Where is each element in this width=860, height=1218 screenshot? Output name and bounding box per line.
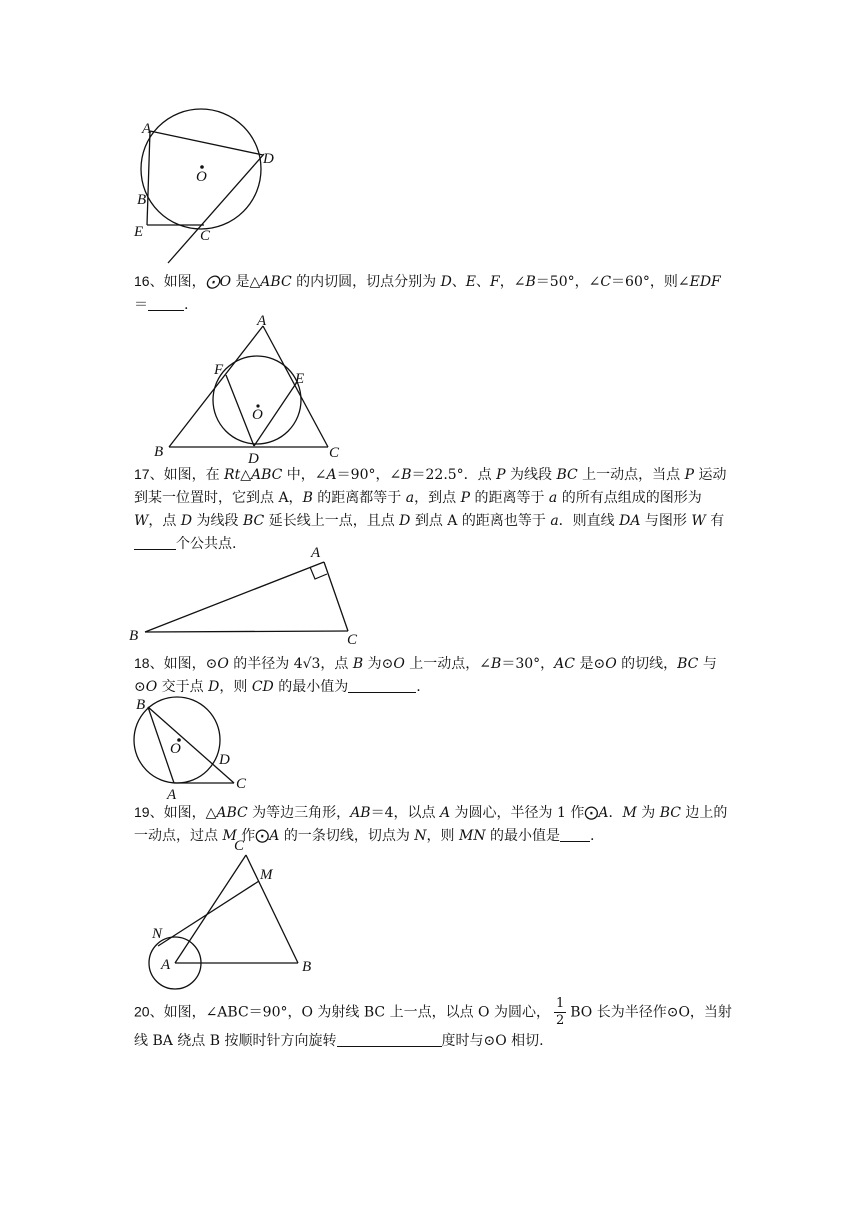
text-run: 如图，∠ABC＝90°，O 为射线 BC 上一点，以点 O 为圆心， <box>163 1004 550 1021</box>
text-run: 如图，△ <box>163 805 217 821</box>
text-run: D <box>208 679 220 695</box>
side-bc <box>145 631 348 632</box>
text-run: ABC <box>216 805 248 821</box>
text-run: 为等边三角形， <box>247 805 351 821</box>
question-number: 19、 <box>134 804 164 820</box>
text-run: ，则 <box>426 828 459 844</box>
label-f: F <box>214 362 224 378</box>
figure-19 <box>145 835 325 995</box>
text-run: O <box>605 656 617 672</box>
text-run: 的一条切线，切点为 <box>279 828 415 844</box>
text-run: F <box>490 274 500 290</box>
label-b: B <box>302 959 312 975</box>
text-run: ＝4，以点 <box>370 805 440 821</box>
text-run: ． <box>608 805 623 821</box>
text-run: BC <box>556 467 578 483</box>
question-number: 17、 <box>134 466 164 482</box>
text-run: ，则 <box>219 679 252 695</box>
text-run: 的半径为 4√3，点 <box>228 656 353 672</box>
label-c: C <box>329 445 340 461</box>
line-dc <box>168 154 264 263</box>
figure-16 <box>150 310 350 467</box>
segment-ae <box>147 131 150 225</box>
text-run: BC <box>659 805 681 821</box>
label-a: A <box>161 957 171 973</box>
text-run: W <box>691 513 706 529</box>
text-run: 为圆心，半径为 1 作⨀ <box>450 805 599 821</box>
text-run: ＝30°， <box>501 656 555 672</box>
text-run: 上一动点，∠ <box>404 656 492 672</box>
text-run: 与⊙ <box>134 656 717 695</box>
text-run: AB <box>350 805 371 821</box>
text-run: 到点 A 的距离也等于 <box>410 513 551 529</box>
question-number: 18、 <box>134 655 164 671</box>
label-a: A <box>257 313 267 329</box>
text-run: 运动到某一位置时，它到点 A， <box>134 467 727 506</box>
label-a: A <box>167 787 177 803</box>
answer-blank[interactable] <box>560 826 590 842</box>
text-run: BC <box>242 513 265 529</box>
answer-blank[interactable] <box>148 295 184 311</box>
text-run: B <box>525 274 536 290</box>
text-run: O <box>217 656 229 672</box>
text-run: 为⊙ <box>363 656 394 672</box>
text-run: B <box>302 490 313 506</box>
text-run: ，∠ <box>499 274 526 290</box>
fraction-denominator: 2 <box>555 1013 565 1028</box>
text-run: 、 <box>476 274 491 290</box>
figure-16-svg <box>150 310 350 467</box>
text-run: M <box>222 828 237 844</box>
text-run: N <box>414 828 427 844</box>
text-run: 的内切圆，切点分别为 <box>291 274 441 290</box>
text-run: D <box>399 513 411 529</box>
text-run: Rt <box>224 467 241 483</box>
question-number: 20、 <box>134 1003 164 1020</box>
text-run: ＝22.5°．点 <box>411 467 497 483</box>
text-run: W <box>134 513 149 529</box>
figure-19-svg <box>145 835 325 995</box>
text-run: 上一动点，当点 <box>577 467 685 483</box>
text-run: 的最小值为 <box>273 679 349 695</box>
text-run: 与图形 <box>640 513 692 529</box>
figure-18-svg <box>128 695 258 803</box>
text-run: B <box>401 467 412 483</box>
right-angle-mark <box>310 567 327 579</box>
label-e: E <box>134 224 144 240</box>
text-run: ABC <box>260 274 292 290</box>
text-run: ⨀O <box>205 274 232 290</box>
label-b: B <box>136 697 146 713</box>
label-d: D <box>219 752 230 768</box>
tangent-mn <box>158 881 259 946</box>
text-run: ，到点 <box>414 490 461 506</box>
label-d: D <box>248 451 259 467</box>
text-run: ，点 <box>148 513 181 529</box>
text-run: 为线段 <box>505 467 557 483</box>
text-run: D <box>440 274 452 290</box>
text-run: 为 <box>636 805 660 821</box>
text-run: AC <box>554 656 575 672</box>
text-run: A <box>326 467 337 483</box>
figure-17-svg <box>125 540 375 650</box>
text-run: E <box>465 274 477 290</box>
label-d: D <box>263 151 274 167</box>
text-run: 的切线， <box>616 656 678 672</box>
text-run: O <box>145 679 158 695</box>
figure-15 <box>128 105 288 265</box>
fraction-numerator: 1 <box>555 996 565 1011</box>
label-o: O <box>252 407 263 423</box>
text-run: 如图，在 <box>163 467 225 483</box>
text-run: 边上的一动点，过点 <box>134 805 728 844</box>
side-ab <box>169 326 263 447</box>
text-run: EDF <box>689 274 721 290</box>
text-run: 度时与⊙O 相切. <box>441 1033 544 1049</box>
text-run: A <box>439 805 451 821</box>
fraction-one-half <box>554 996 566 1029</box>
segment-ad <box>150 131 263 155</box>
label-b: B <box>129 628 139 644</box>
side-ca <box>175 855 246 963</box>
label-a: A <box>311 545 321 561</box>
label-c: C <box>347 632 358 648</box>
circle-o <box>134 697 220 783</box>
text-run: ＝50°，∠ <box>535 274 601 290</box>
text-run: 交于点 <box>157 679 209 695</box>
incircle <box>213 356 301 444</box>
text-run: B <box>352 656 364 672</box>
text-run: A <box>269 828 280 844</box>
text-run: M <box>622 805 637 821</box>
text-run: P <box>684 467 695 483</box>
question-20 <box>134 996 734 1053</box>
text-run: 为线段 <box>192 513 243 529</box>
text-run: ＝90°，∠ <box>336 467 402 483</box>
text-run: 有 <box>705 513 725 529</box>
text-run: 的距离都等于 <box>312 490 406 506</box>
text-run: ＝ <box>134 297 148 313</box>
text-run: D <box>180 513 193 529</box>
label-e: E <box>295 371 305 387</box>
text-run: . <box>590 828 595 844</box>
side-ba <box>145 562 324 632</box>
text-run: . <box>184 297 189 313</box>
label-c: C <box>236 776 247 792</box>
side-ac <box>324 562 348 631</box>
text-run: 的所有点组成的图形为 <box>557 490 702 506</box>
label-n: N <box>152 926 163 942</box>
text-run: a <box>548 490 558 506</box>
answer-blank[interactable] <box>337 1031 442 1047</box>
text-run: 、 <box>451 274 466 290</box>
text-run: 是⊙ <box>575 656 606 672</box>
text-run: P <box>460 490 470 506</box>
label-b: B <box>137 192 147 208</box>
text-run: △ <box>240 467 251 483</box>
text-run: a <box>405 490 415 506</box>
text-run: B <box>491 656 502 672</box>
text-run: . <box>416 679 421 695</box>
text-run: 如图， <box>163 274 206 290</box>
label-m: M <box>260 867 273 883</box>
text-run: P <box>496 467 506 483</box>
text-run: MN <box>458 828 486 844</box>
label-o: O <box>196 169 207 185</box>
question-18 <box>134 652 734 699</box>
text-run: CD <box>251 679 274 695</box>
label-c: C <box>234 838 245 854</box>
text-run: 是△ <box>231 274 261 290</box>
answer-blank[interactable] <box>348 677 416 693</box>
text-run: BO 长为半径作⊙O，当射线 BA 绕点 B 按顺时针方向旋转 <box>134 1004 732 1049</box>
text-run: ＝60°，则∠ <box>611 274 690 290</box>
text-run: A <box>598 805 609 821</box>
text-run: 的最小值是 <box>485 828 561 844</box>
text-run: ．则直线 <box>558 513 620 529</box>
text-run: a <box>550 513 559 529</box>
text-run: 的距离等于 <box>470 490 549 506</box>
figure-17 <box>125 540 375 650</box>
figure-15-svg <box>128 105 288 265</box>
text-run: DA <box>619 513 641 529</box>
text-run: 作⨀ <box>236 828 270 844</box>
text-run: 个公共点. <box>176 536 237 552</box>
text-run: BC <box>677 656 699 672</box>
label-o: O <box>170 741 181 757</box>
figure-18 <box>128 695 258 803</box>
label-c: C <box>200 228 211 244</box>
text-run: 延长线上一点，且点 <box>264 513 400 529</box>
question-number: 16、 <box>134 273 164 289</box>
text-run: 中，∠ <box>282 467 327 483</box>
label-a: A <box>142 121 152 137</box>
label-b: B <box>154 444 164 460</box>
text-run: O <box>393 656 405 672</box>
text-run: ABC <box>250 467 283 483</box>
text-run: 如图，⊙ <box>163 656 218 672</box>
text-run: C <box>600 274 612 290</box>
